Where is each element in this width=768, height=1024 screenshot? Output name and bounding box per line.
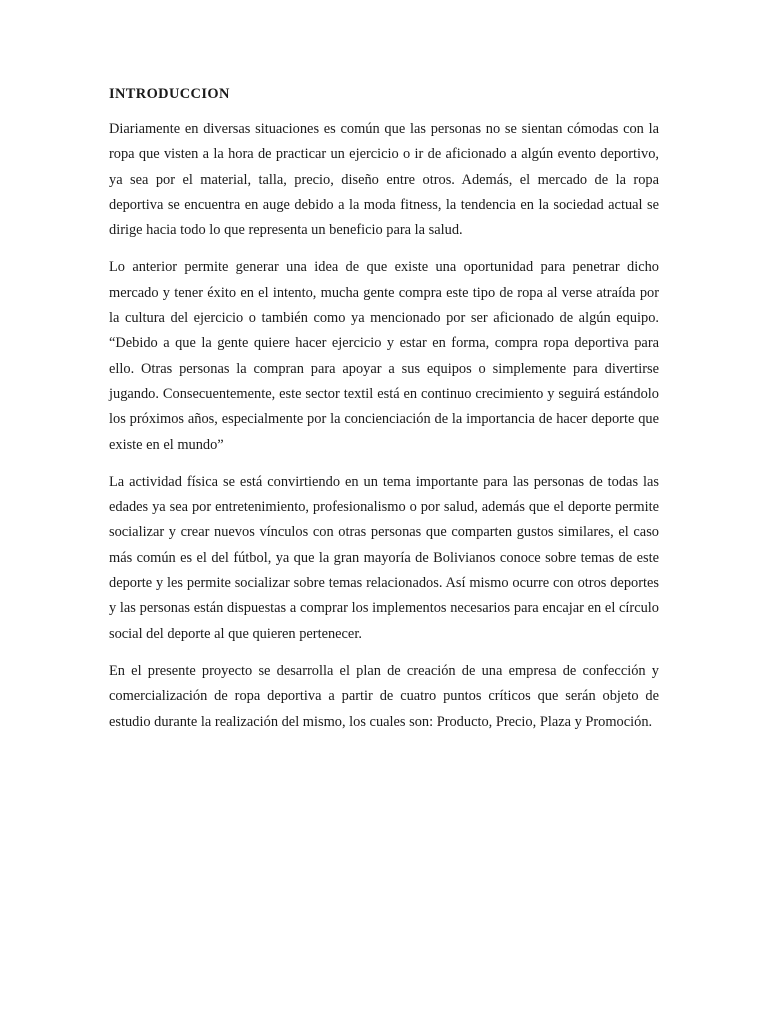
paragraph-1: Diariamente en diversas situaciones es común que las personas no se sientan cómodas con la ropa que visten a la hora de practicar un ejercicio o ir de aficionado a algún evento deportivo, ya sea por el material, talla, precio, diseño entre otros. Además, el mercado de la ropa deportiva se encuentra en auge debido a la moda fitness, la tendencia en la sociedad actual se dirige hacia todo lo que representa un beneficio para la salud. bbox=[109, 121, 659, 239]
paragraph-4: En el presente proyecto se desarrolla el plan de creación de una empresa de confección y comercialización de ropa deportiva a partir de cuatro puntos críticos que serán objeto de estudio durante la realización del mismo, los cuales son: Producto, Precio, Plaza y Promoción. bbox=[109, 662, 659, 730]
document-body bbox=[109, 84, 659, 747]
section-heading: INTRODUCCION bbox=[109, 86, 230, 102]
paragraph-3: La actividad física se está convirtiendo en un tema importante para las personas de todas las edades ya sea por entretenimiento, profesionalismo o por salud, además que el deporte permite socializar y crear nuevos vínculos con otras personas que comparten gustos similares, el caso más común es el del fútbol, ya que la gran mayoría de Bolivianos conoce sobre temas de este deporte y les permite socializar sobre temas relacionados. Así mismo ocurre con otros deportes y las personas están dispuestas a comprar los implementos necesarios para encajar en el círculo social del deporte al que quieren pertenecer. bbox=[109, 473, 659, 642]
paragraph-2: Lo anterior permite generar una idea de que existe una oportunidad para penetrar dicho mercado y tener éxito en el intento, mucha gente compra este tipo de ropa al verse atraída por la cultura del ejercicio o también como ya mencionado por ser aficionado de algún equipo. “Debido a que la gente quiere hacer ejercicio y estar en forma, compra ropa deportiva para ello. Otras personas la compran para apoyar a sus equipos o simplemente para divertirse jugando. Consecuentemente, este sector textil está en continuo crecimiento y seguirá estándolo los próximos años, especialmente por la concienciación de la importancia de hacer deporte que existe en el mundo” bbox=[109, 259, 659, 453]
